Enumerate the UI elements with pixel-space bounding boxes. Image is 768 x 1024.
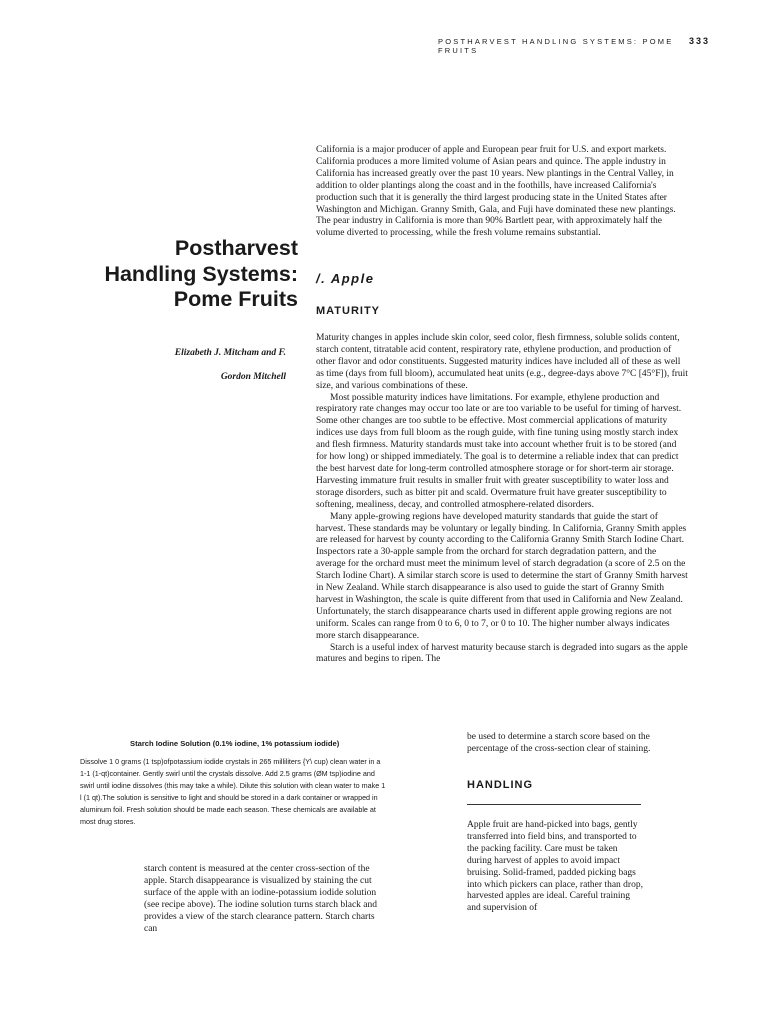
body-paragraph: Many apple-growing regions have developed maturity standards that guide the start of harvest. These standards may be voluntary or legally binding. In California, Granny Smith apples are released for harvest by county according to the California Granny Smith Starch Iodine Chart. Inspectors rate a 30-apple sample from the orchard for starch degradation pattern, and the average for the orchard must meet the minimum level of starch degradation (a score of 2.5 on the Starch Iodine Chart). A similar starch score is used to determine the start of Granny Smith harvest in New Zealand. While starch disappearance is also used to guide the start of Granny Smith harvest in Washington, the scale is quite different from that used in California and New Zealand. Unfortunately, the starch disappearance charts used in different apple growing regions are not uniform. Scales can range from 0 to 6, 0 to 7, or 0 to 10. The higher number always indicates more starch disappearance. bbox=[316, 511, 688, 641]
section-heading-apple: /. Apple bbox=[316, 271, 375, 286]
chapter-authors bbox=[120, 341, 286, 389]
author-line: Elizabeth J. Mitcham and F. bbox=[174, 348, 286, 358]
author-line: Gordon Mitchell bbox=[220, 372, 286, 382]
chapter-title-line: Pome Fruits bbox=[173, 287, 298, 311]
starch-continuation-right: be used to determine a starch score based on the percentage of the cross-section clear of staining. bbox=[467, 732, 651, 754]
starch-text-left: starch content is measured at the center cross-section of the apple. Starch disappearance is visualized by staining the cut surface of the apple with an iodine-potassium iodide solution (see recipe above). The iodine solution turns starch black and provides a view of the starch clearance pattern. Starch charts can bbox=[144, 864, 378, 934]
chapter-title bbox=[40, 236, 298, 313]
intro-paragraph: California is a major producer of apple and European pear fruit for U.S. and export markets. California produces a more limited volume of Asian pears and quince. The apple industry in California has increased greatly over the past 10 years. New plantings in the Central Valley, in addition to older plantings along the coast and in the foothills, have increased California's production such that it is generally the third largest producing state in the United States after Washington and Michigan. Granny Smith, Gala, and Fuji have dominated these new plantings. The pear industry in California is more than 90% Bartlett pear, with approximately half the volume diverted to processing, while the fresh volume remains substantial. bbox=[316, 145, 676, 239]
body-paragraph: Maturity changes in apples include skin color, seed color, flesh firmness, soluble solids content, starch content, titratable acid content, respiratory rate, ethylene production, and production of other flavor and odor constituents. Suggested maturity indices have included all of these as well as time (days from full bloom), accumulated heat units (e.g., degree-days above 7°C [45°F]), fruit size, and various combinations of these. bbox=[316, 333, 688, 391]
body-paragraph: Starch is a useful index of harvest maturity because starch is degraded into sugars as the apple matures and begins to ripen. The bbox=[316, 642, 688, 665]
chapter-title-line: Postharvest bbox=[174, 236, 298, 260]
handling-body: Apple fruit are hand-picked into bags, gently transferred into field bins, and transported to the packing facility. Care must be taken during harvest of apples to avoid impact bruising. Solid-framed, padded picking bags into which pickers can place, rather than drop, harvested apples are ideal. Careful training and supervision of bbox=[467, 820, 643, 914]
maturity-body bbox=[316, 333, 688, 666]
running-head bbox=[438, 36, 710, 55]
page-number: 333 bbox=[688, 36, 710, 46]
chapter-title-line: Handling Systems: bbox=[104, 261, 298, 286]
sidebar-recipe-body: Dissolve 1 0 grams (1 tsp)ofpotassium iodide crystals in 265 milliliters {Y\ cup) clean water in a 1-1 (1-qt)container. Gently swirl until the crystals dissolve. Add 2.5 grams (ØM tsp)iodine and swirl until iodine dissolves (this may take a while). Dilute this solution with clean water to make 1 l (1 qt).The solution is sensitive to light and should be stored in a dark container or wrapped in aluminum foil. Fresh solution should be made each season. These chemicals are available at most drug stores. bbox=[80, 757, 386, 827]
handling-divider bbox=[467, 804, 641, 805]
body-paragraph: Most possible maturity indices have limitations. For example, ethylene production and respiratory rate changes may occur too late or are too variable to be useful for timing of harvest. Some other changes are too subtle to be effective. Most commercial applications of maturity indices use days from full bloom as the rough guide, with fine tuning using mostly starch index and flesh firmness. Maturity standards must take into account whether fruit is to be stored (and for how long) or shipped immediately. The goal is to determine a reliable index that can predict the best harvest date for long-term controlled atmosphere storage or for short-term air storage. Harvesting immature fruit results in smaller fruit with greater susceptibility to water loss and storage disorders, such as bitter pit and scald. Overmature fruit have greater susceptibility to softening, mealiness, decay, and controlled atmosphere-related disorders. bbox=[316, 392, 682, 510]
running-head-title: POSTHARVEST HANDLING SYSTEMS: POME FRUITS bbox=[438, 37, 674, 55]
subheading-maturity: MATURITY bbox=[316, 305, 381, 317]
sidebar-recipe-title: Starch Iodine Solution (0.1% iodine, 1% potassium iodide) bbox=[130, 739, 340, 748]
subheading-handling: HANDLING bbox=[467, 779, 534, 791]
